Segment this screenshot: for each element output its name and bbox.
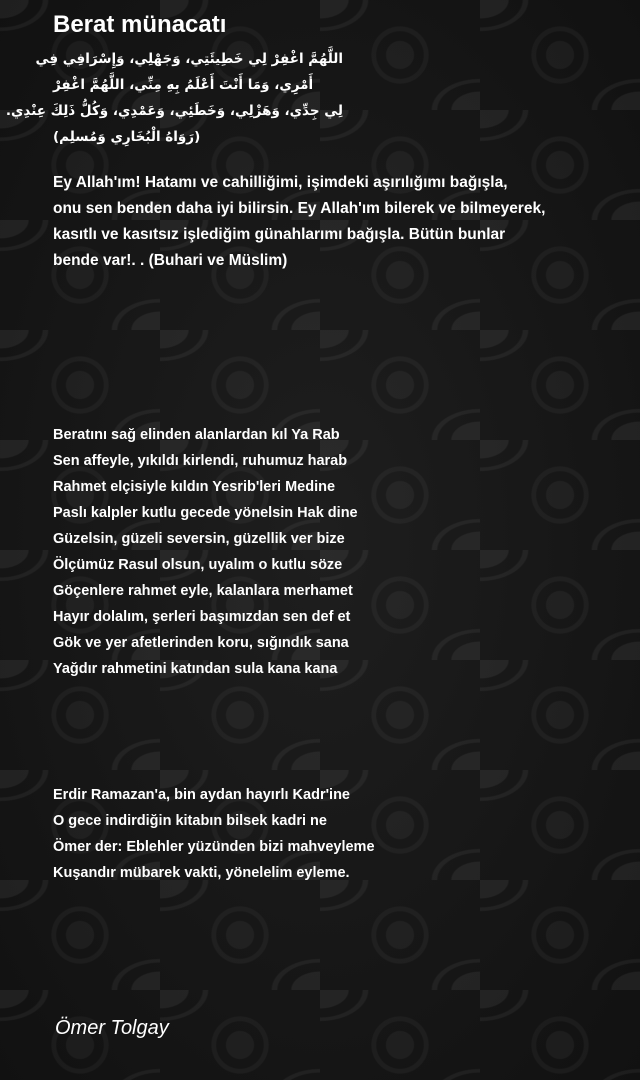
translation-line: bende var!. . (Buhari ve Müslim) bbox=[53, 252, 288, 269]
arabic-line: لِي جِدِّي، وَهَزْلِي، وَخَطَئِي، وَعَمْدِي، وَكُلُّ ذَلِكَ عِنْدِي. bbox=[5, 103, 343, 119]
verse-line: Ömer der: Eblehler yüzünden bizi mahveyleme bbox=[53, 839, 375, 855]
arabic-prayer bbox=[5, 46, 343, 150]
verse-line: Beratını sağ elinden alanlardan kıl Ya Rab bbox=[53, 427, 340, 443]
verse-line: O gece indirdiğin kitabın bilsek kadri ne bbox=[53, 813, 327, 829]
author-name: Ömer Tolgay bbox=[55, 1017, 169, 1039]
arabic-source: (رَوَاهُ الْبُخَارِي وَمُسلِم) bbox=[53, 129, 201, 145]
translation-paragraph bbox=[53, 170, 613, 274]
verse-line: Erdir Ramazan'a, bin aydan hayırlı Kadr'ine bbox=[53, 787, 350, 803]
verse-line: Gök ve yer afetlerinden koru, sığındık sana bbox=[53, 635, 349, 651]
arabic-line: أَمْرِي، وَمَا أَنْتَ أَعْلَمُ بِهِ مِنِّي، اللَّهُمَّ اغْفِرْ bbox=[53, 77, 314, 93]
verse-line: Rahmet elçisiyle kıldın Yesrib'leri Medine bbox=[53, 479, 336, 495]
translation-line: kasıtlı ve kasıtsız işlediğim günahlarımı bağışla. Bütün bunlar bbox=[53, 226, 506, 243]
poem-title: Berat münacatı bbox=[53, 11, 227, 38]
verse-line: Göçenlere rahmet eyle, kalanlara merhamet bbox=[53, 583, 353, 599]
poem-stanza-1 bbox=[53, 422, 358, 682]
arabic-line: اللَّهُمَّ اغْفِرْ لِي خَطِيئَتِي، وَجَهْلِي، وَإِسْرَافِي فِي bbox=[35, 51, 343, 67]
poem-stanza-2 bbox=[53, 782, 375, 886]
verse-line: Kuşandır mübarek vakti, yönelelim eyleme. bbox=[53, 865, 350, 881]
verse-line: Sen affeyle, yıkıldı kirlendi, ruhumuz harab bbox=[53, 453, 348, 469]
verse-line: Ölçümüz Rasul olsun, uyalım o kutlu söze bbox=[53, 557, 343, 573]
poem-content bbox=[5, 10, 613, 881]
translation-line: Ey Allah'ım! Hatamı ve cahilliğimi, işimdeki aşırılığımı bağışla, bbox=[53, 174, 508, 191]
verse-line: Paslı kalpler kutlu gecede yönelsin Hak dine bbox=[53, 505, 358, 521]
verse-line: Hayır dolalım, şerleri başımızdan sen def et bbox=[53, 609, 351, 625]
verse-line: Güzelsin, güzeli seversin, güzellik ver bize bbox=[53, 531, 345, 547]
verse-line: Yağdır rahmetini katından sula kana kana bbox=[53, 661, 338, 677]
translation-line: onu sen benden daha iyi bilirsin. Ey Allah'ım bilerek ve bilmeyerek, bbox=[53, 200, 546, 217]
